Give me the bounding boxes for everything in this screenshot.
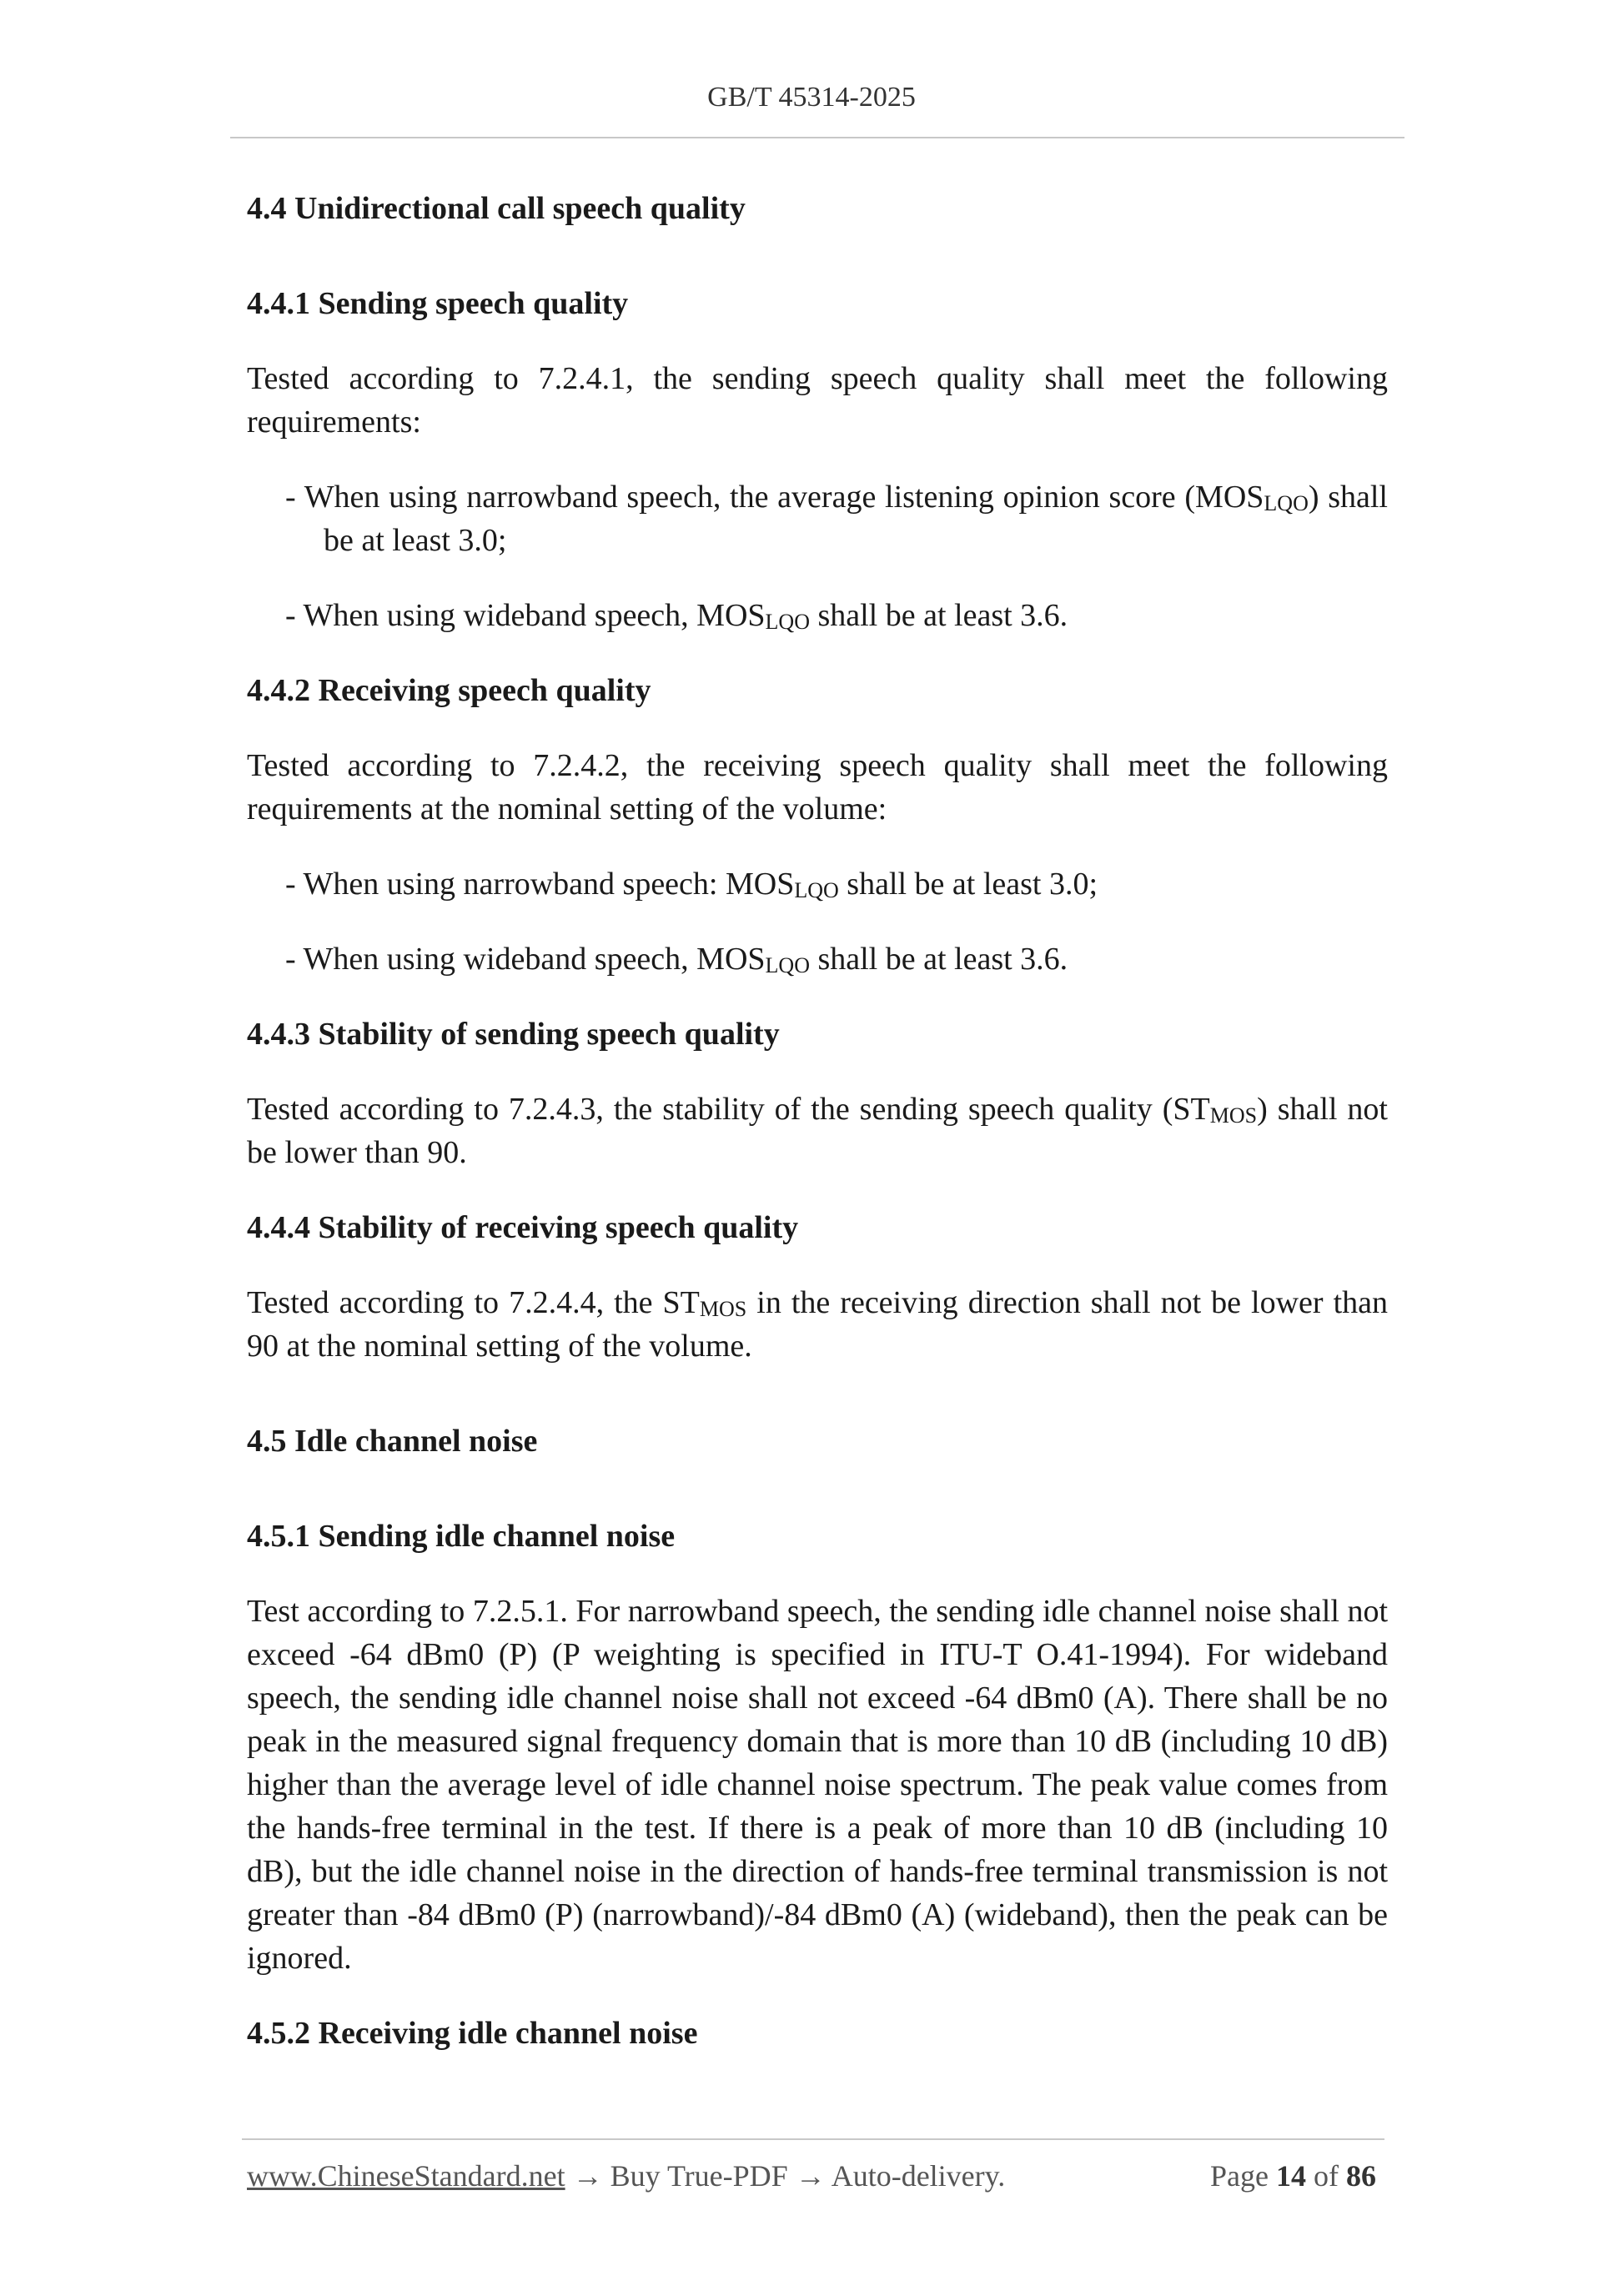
footer-divider bbox=[242, 2138, 1384, 2140]
bullet-text: shall be at least 3.0; bbox=[838, 867, 1098, 902]
page-of-label: of bbox=[1314, 2159, 1339, 2193]
section-heading-4-4: 4.4 Unidirectional call speech quality bbox=[247, 191, 746, 226]
paragraph-text: Tested according to 7.2.4.4, the ST bbox=[247, 1285, 700, 1320]
document-id-header: GB/T 45314-2025 bbox=[707, 82, 916, 113]
subscript: LQO bbox=[794, 878, 839, 902]
site-link[interactable]: www.ChineseStandard.net bbox=[247, 2159, 565, 2193]
document-body bbox=[247, 187, 1388, 2055]
bullet-text: - When using wideband speech, MOS bbox=[285, 598, 766, 633]
page-current: 14 bbox=[1276, 2159, 1306, 2193]
list-item bbox=[285, 862, 1388, 906]
bullet-text: - When using narrowband speech, the average listening opinion score (MOS bbox=[285, 480, 1264, 515]
subsection-heading-4-5-1: 4.5.1 Sending idle channel noise bbox=[247, 1519, 676, 1554]
subscript: MOS bbox=[699, 1297, 747, 1321]
section-heading-4-5: 4.5 Idle channel noise bbox=[247, 1424, 538, 1459]
paragraph-4-5-1: Test according to 7.2.5.1. For narrowband speech, the sending idle channel noise shall not exceed -64 dBm0 (P) (P weighting is specified in ITU-T O.41-1994). For wideband speech, the sending idle channel noise shall not exceed -64 dBm0 (A). There shall be no peak in the measured signal frequency domain that is more than 10 dB (including 10 dB) higher than the average level of idle channel noise spectrum. The peak value comes from the hands-free terminal in the test. If there is a peak of more than 10 dB (including 10 dB), but the idle channel noise in the direction of hands-free terminal transmission is not greater than -84 dBm0 (P) (narrowband)/-84 dBm0 (A) (wideband), then the peak can be ignored. bbox=[247, 1594, 1388, 1976]
paragraph-4-4-4 bbox=[247, 1281, 1388, 1368]
page-number bbox=[1210, 2158, 1376, 2193]
bullet-text: - When using wideband speech, MOS bbox=[285, 942, 766, 977]
delivery-text: Auto-delivery. bbox=[831, 2159, 1006, 2193]
subsection-heading-4-4-4: 4.4.4 Stability of receiving speech quality bbox=[247, 1210, 799, 1245]
list-item bbox=[285, 594, 1388, 637]
subscript: MOS bbox=[1209, 1103, 1258, 1128]
bullet-text: shall be at least 3.6. bbox=[809, 598, 1068, 633]
arrow-right-icon: → bbox=[795, 2159, 826, 2193]
paragraph-text: ) shall not be lower than 90. bbox=[247, 1092, 1388, 1170]
subsection-heading-4-5-2: 4.5.2 Receiving idle channel noise bbox=[247, 2016, 698, 2051]
paragraph-4-4-3 bbox=[247, 1088, 1388, 1174]
paragraph-4-4-1-intro: Tested according to 7.2.4.1, the sending speech quality shall meet the following requirements: bbox=[247, 361, 1388, 440]
paragraph-text: in the receiving direction shall not be lower than 90 at the nominal setting of the volume. bbox=[247, 1285, 1388, 1364]
paragraph-4-4-2-intro: Tested according to 7.2.4.2, the receiving speech quality shall meet the following requirements at the nominal setting of the volume: bbox=[247, 748, 1388, 826]
page-label: Page bbox=[1210, 2159, 1269, 2193]
subscript: LQO bbox=[765, 953, 810, 977]
subsection-heading-4-4-2: 4.4.2 Receiving speech quality bbox=[247, 673, 651, 708]
page-total: 86 bbox=[1346, 2159, 1376, 2193]
list-item bbox=[285, 475, 1388, 562]
header-divider bbox=[230, 137, 1404, 138]
bullet-text: shall be at least 3.6. bbox=[809, 942, 1068, 977]
subsection-heading-4-4-3: 4.4.3 Stability of sending speech quality bbox=[247, 1017, 780, 1052]
list-item bbox=[285, 937, 1388, 981]
bullet-text: - When using narrowband speech: MOS bbox=[285, 867, 795, 902]
footer-promo bbox=[247, 2158, 1005, 2193]
paragraph-text: Tested according to 7.2.4.3, the stability of the sending speech quality (ST bbox=[247, 1092, 1210, 1127]
bullet-text: ) shall be at least 3.0; bbox=[324, 480, 1388, 558]
buy-text: Buy True-PDF bbox=[610, 2159, 788, 2193]
subscript: LQO bbox=[765, 610, 810, 634]
subsection-heading-4-4-1: 4.4.1 Sending speech quality bbox=[247, 286, 629, 321]
arrow-right-icon: → bbox=[572, 2159, 603, 2193]
subscript: LQO bbox=[1264, 491, 1309, 515]
